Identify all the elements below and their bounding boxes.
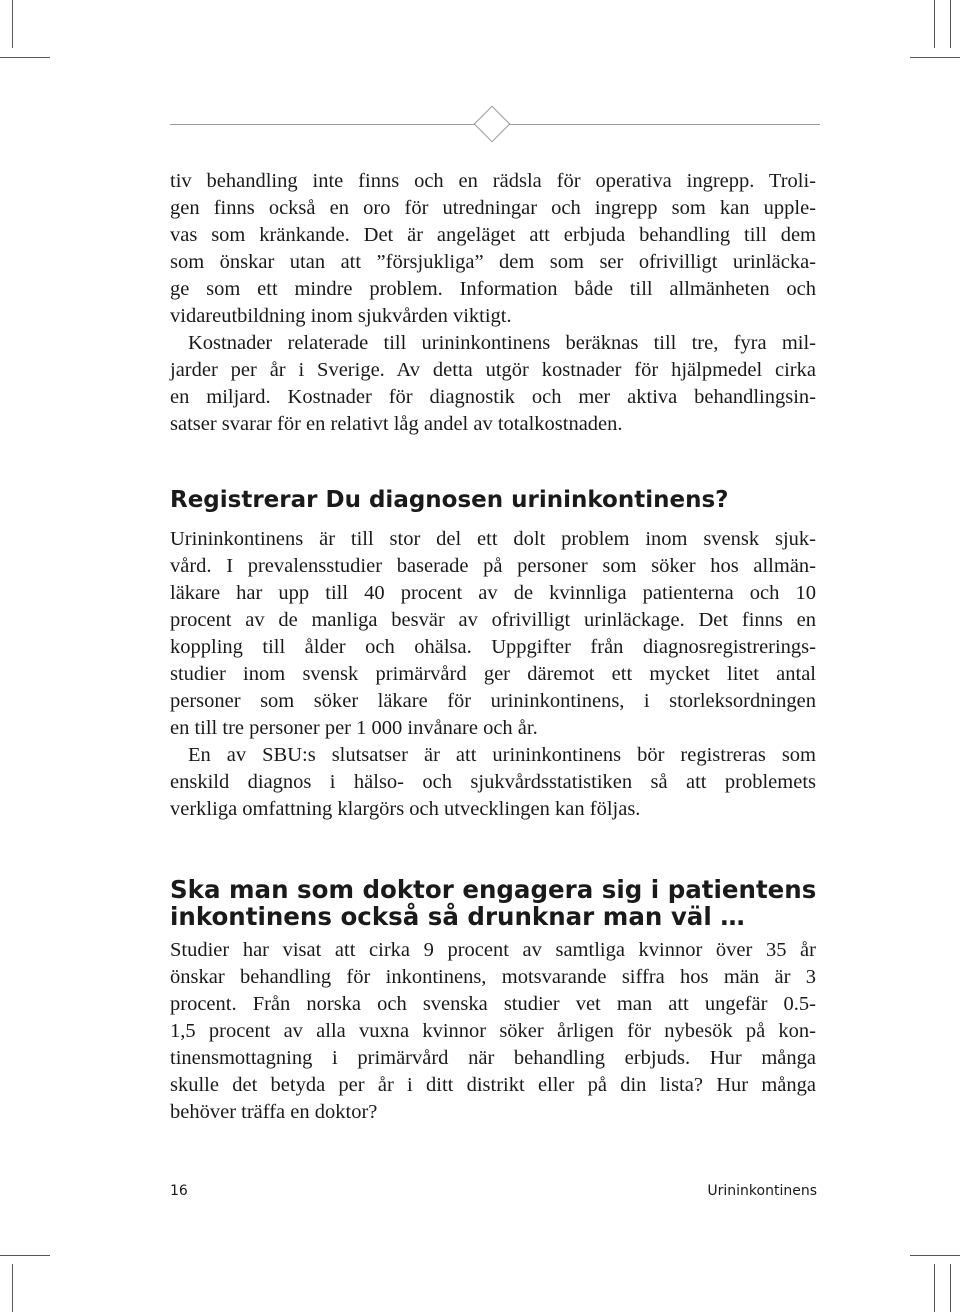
text-line: som önskar utan att ”försjukliga” dem som ser ofrivilligt urinläcka- [170,251,816,273]
text-line: personer som söker läkare för urininkontinens, i storleksordningen [170,690,816,712]
text-line: studier inom svensk primärvård ger däremot ett mycket litet antal [170,663,816,685]
crop-mark [0,57,50,58]
text-line: vas som kränkande. Det är angeläget att erbjuda behandling till dem [170,224,816,246]
text-line: läkare har upp till 40 procent av de kvinnliga patienterna och 10 [170,582,816,604]
paragraph-4 [170,742,816,823]
body-text-3 [170,937,816,1126]
text-line: vidareutbildning inom sjukvården viktigt. [170,305,512,327]
text-line: Studier har visat att cirka 9 procent av samtliga kvinnor över 35 år [170,939,816,961]
text-line: koppling till ålder och ohälsa. Uppgifter från diagnosregistrerings- [170,636,816,658]
crop-mark [12,1264,13,1312]
page-number: 16 [170,1183,188,1199]
heading-line: inkontinens också så drunknar man väl … [170,902,745,931]
text-line: Urininkontinens är till stor del ett dolt problem inom svensk sjuk- [170,528,816,550]
diamond-ornament-icon [474,106,511,143]
paragraph-5 [170,937,816,1126]
crop-mark [934,0,935,48]
crop-mark [950,0,951,48]
text-line: jarder per år i Sverige. Av detta utgör kostnader för hjälpmedel cirka [170,359,816,381]
text-line: En av SBU:s slutsatser är att urininkontinens bör registreras som [188,744,816,766]
text-line: tiv behandling inte finns och en rädsla för operativa ingrepp. Troli- [170,170,816,192]
section-heading: Registrerar Du diagnosen urininkontinens? [170,487,729,513]
text-line: procent. Från norska och svenska studier vet man att ungefär 0.5- [170,993,816,1015]
paragraph-3 [170,526,816,742]
text-line: ge som ett mindre problem. Information både till allmänheten och [170,278,816,300]
text-line: en miljard. Kostnader för diagnostik och mer aktiva behandlingsin- [170,386,816,408]
text-line: en till tre personer per 1 000 invånare och år. [170,717,538,739]
crop-mark [910,1255,960,1256]
text-line: enskild diagnos i hälso- och sjukvårdsstatistiken så att problemets [170,771,816,793]
text-line: skulle det betyda per år i ditt distrikt eller på din lista? Hur många [170,1074,816,1096]
text-line: satser svarar för en relativt låg andel av totalkostnaden. [170,413,623,435]
text-line: procent av de manliga besvär av ofrivilligt urinläckage. Det finns en [170,609,816,631]
heading-line: Ska man som doktor engagera sig i patientens [170,875,817,904]
section-heading [170,876,816,930]
crop-mark [950,1264,951,1312]
crop-mark [0,1255,50,1256]
text-line: verkliga omfattning klargörs och utvecklingen kan följas. [170,798,641,820]
text-line: 1,5 procent av alla vuxna kvinnor söker årligen för nybesök på kon- [170,1020,816,1042]
body-text-2 [170,526,816,823]
text-line: önskar behandling för inkontinens, motsvarande siffra hos män är 3 [170,966,816,988]
text-line: gen finns också en oro för utredningar och ingrepp som kan upple- [170,197,816,219]
text-line: Kostnader relaterade till urininkontinens beräknas till tre, fyra mil- [188,332,816,354]
text-line: behöver träffa en doktor? [170,1101,378,1123]
running-title: Urininkontinens [707,1183,817,1199]
crop-mark [910,57,960,58]
text-line: vård. I prevalensstudier baserade på personer som söker hos allmän- [170,555,816,577]
paragraph-1 [170,168,816,330]
paragraph-2 [170,330,816,438]
body-text-1 [170,168,816,438]
text-line: tinensmottagning i primärvård när behandling erbjuds. Hur många [170,1047,816,1069]
crop-mark [12,0,13,48]
crop-mark [934,1264,935,1312]
